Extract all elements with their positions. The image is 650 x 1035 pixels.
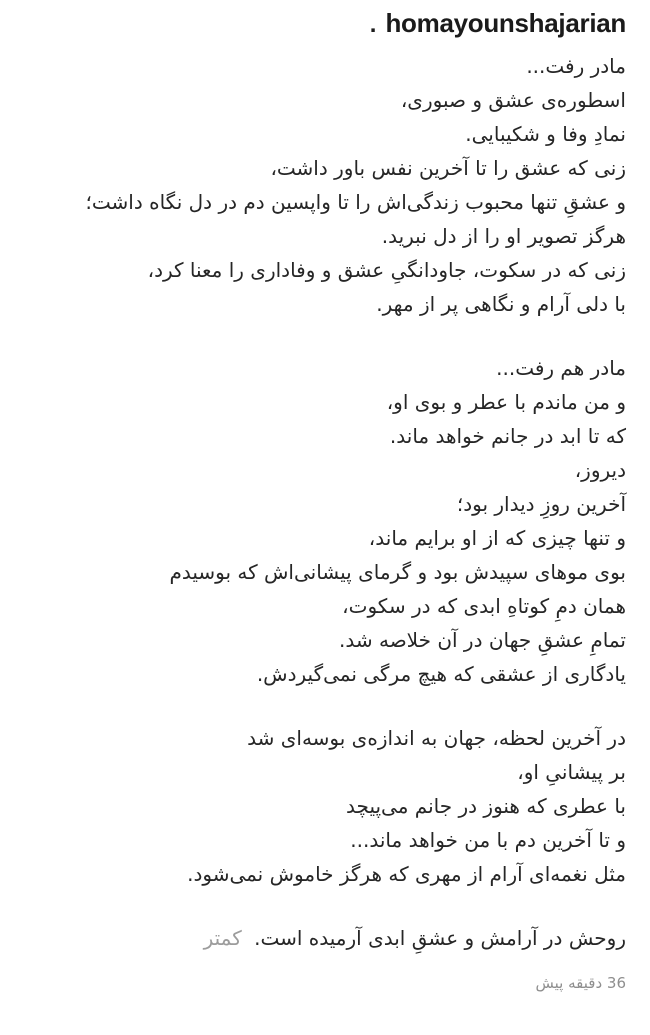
caption-line: دیروز، <box>574 458 626 482</box>
caption-line: در آخرین لحظه، جهان به اندازه‌ی بوسه‌ای شد <box>247 726 626 750</box>
caption-line: مادر هم رفت... <box>496 356 626 380</box>
caption-line: با دلی آرام و نگاهی پر از مهر. <box>376 292 626 316</box>
caption-stanza <box>20 351 626 691</box>
caption-stanza <box>20 49 626 321</box>
caption-line: همان دمِ کوتاهِ ابدی که در سکوت، <box>342 594 626 618</box>
less-toggle[interactable]: کمتر <box>203 926 242 950</box>
caption-stanza <box>20 721 626 891</box>
caption-line: بوی موهای سپیدش بود و گرمای پیشانی‌اش که بوسیدم <box>169 560 626 584</box>
caption-line: روحش در آرامش و عشقِ ابدی آرمیده است. <box>254 926 626 950</box>
caption-line: مادر رفت... <box>526 54 626 78</box>
caption-line: تمامِ عشقِ جهان در آن خلاصه شد. <box>339 628 626 652</box>
caption-line: مثل نغمه‌ای آرام از مهری که هرگز خاموش نمی‌شود. <box>187 862 626 886</box>
caption-line: با عطری که هنوز در جانم می‌پیچد <box>346 794 626 818</box>
caption-line: اسطوره‌ی عشق و صبوری، <box>400 88 626 112</box>
timestamp: 36 دقیقه پیش <box>535 974 626 992</box>
caption-line: هرگز تصویر او را از دل نبرید. <box>381 224 626 248</box>
caption-line: یادگاری از عشقی که هیچ مرگی نمی‌گیردش. <box>256 662 626 686</box>
caption-line: که تا ابد در جانم خواهد ماند. <box>389 424 626 448</box>
caption-final-line <box>20 921 626 955</box>
caption-line: آخرین روزِ دیدار بود؛ <box>456 492 626 516</box>
caption-stanzas <box>20 49 626 891</box>
caption-line: زنی که در سکوت، جاودانگیِ عشق و وفاداری را معنا کرد، <box>147 258 626 282</box>
caption-line: و تا آخرین دم با من خواهد ماند... <box>350 828 626 852</box>
caption-line: بر پیشانیِ او، <box>517 760 626 784</box>
caption-line: زنی که عشق را تا آخرین نفس باور داشت، <box>270 156 626 180</box>
caption-line: و تنها چیزی که از او برایم ماند، <box>368 526 626 550</box>
caption-header <box>20 8 626 39</box>
caption-line: و عشقِ تنها محبوب زندگی‌اش را تا واپسین دم در دل نگاه داشت؛ <box>85 190 626 214</box>
caption-line: و من ماندم با عطر و بوی او، <box>386 390 626 414</box>
username-link[interactable]: homayounshajarian <box>385 8 626 38</box>
caption-separator-dot: . <box>369 11 377 38</box>
caption-line: نمادِ وفا و شکیبایی. <box>465 122 626 146</box>
